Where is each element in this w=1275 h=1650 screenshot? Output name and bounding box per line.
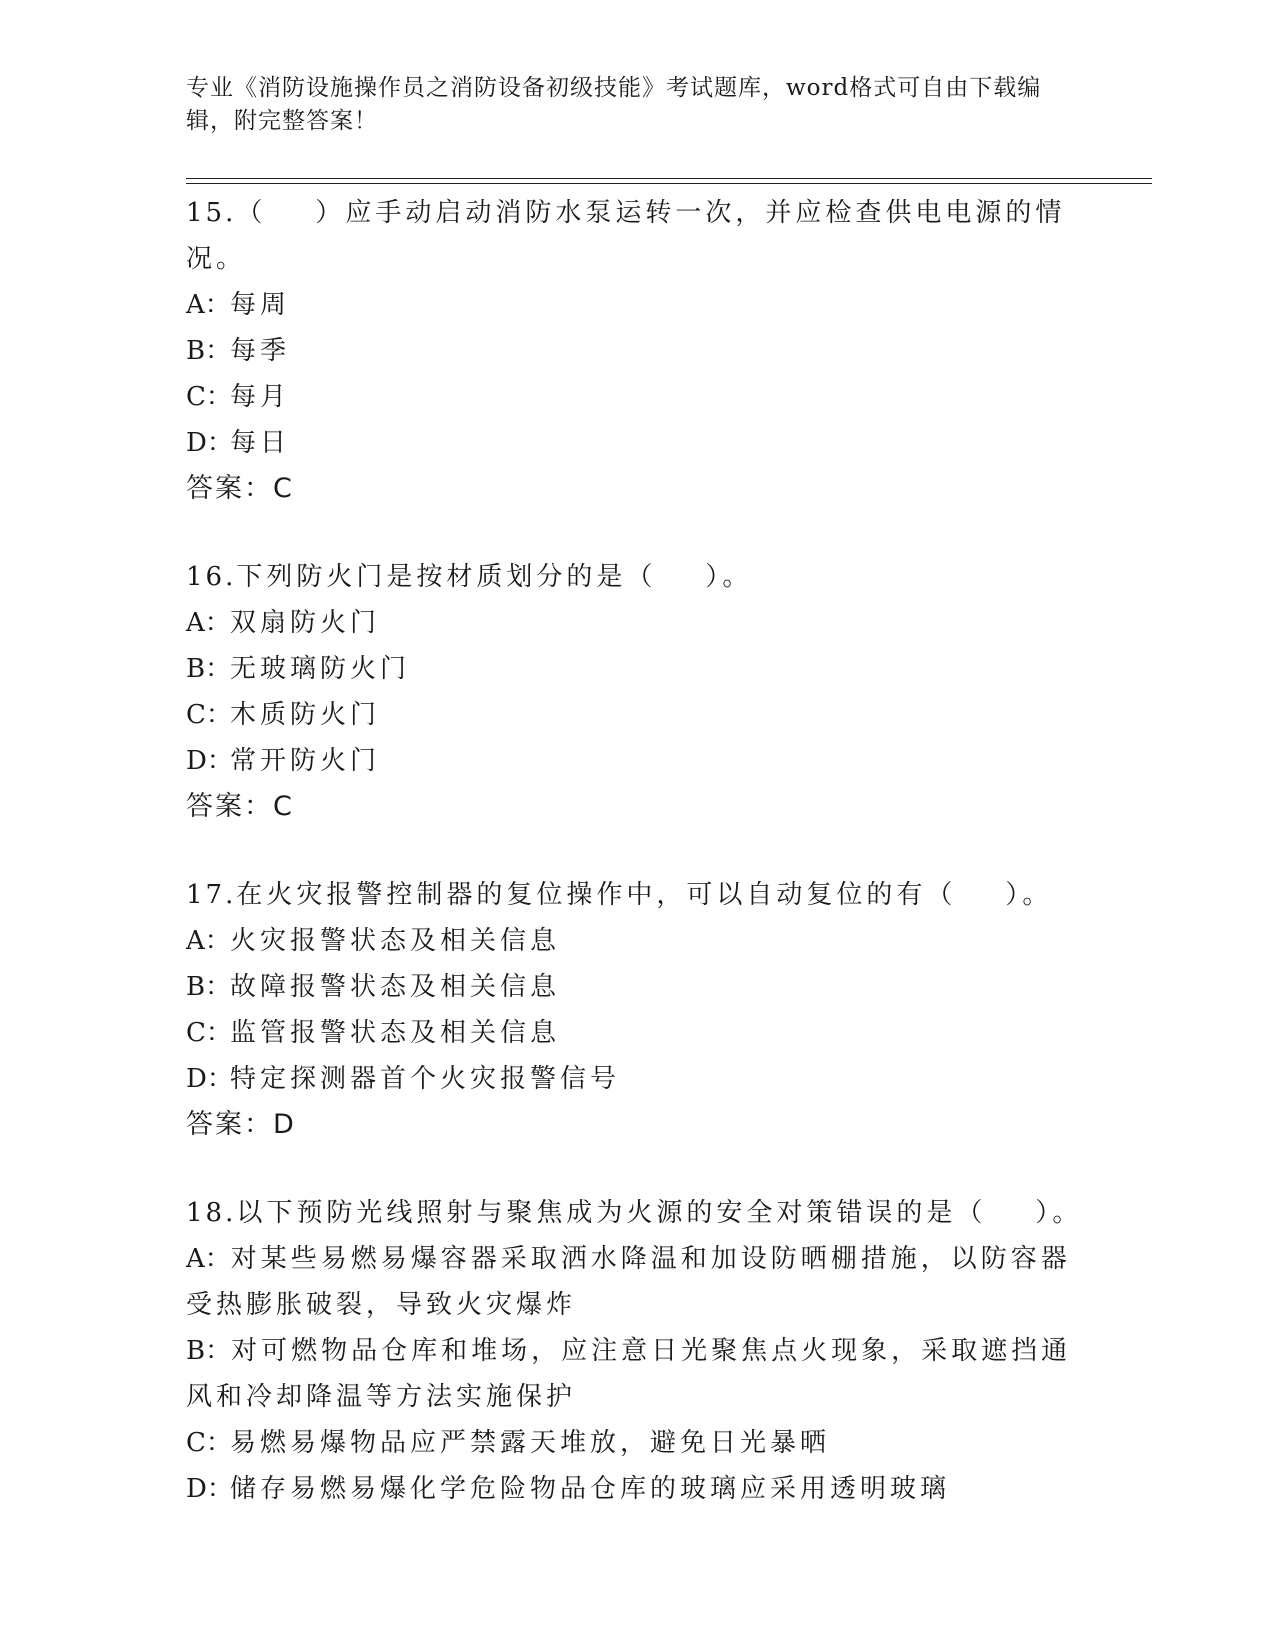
option-text: 每日 <box>230 428 291 458</box>
option-text: 每季 <box>230 336 291 366</box>
question-stem <box>186 190 1086 282</box>
option-key: B： <box>186 654 232 684</box>
question-stem <box>186 1190 1086 1236</box>
option-key: B： <box>186 972 232 1002</box>
document-header: 专业《消防设施操作员之消防设备初级技能》考试题库，word格式可自由下载编辑，附完整答案！ <box>186 75 1042 134</box>
question-15 <box>186 190 1086 512</box>
option-key: D： <box>186 1474 233 1504</box>
option-a <box>186 600 1086 646</box>
question-text: 下列防火门是按材质划分的是（ ）。 <box>236 562 753 592</box>
option-text: 每周 <box>230 290 291 320</box>
option-key: B： <box>186 336 232 366</box>
option-text: 故障报警状态及相关信息 <box>230 972 561 1002</box>
answer-line: 答案：C <box>186 791 294 822</box>
answer-line: 答案：C <box>186 473 294 504</box>
option-d <box>186 738 1086 784</box>
option-text: 储存易燃易爆化学危险物品仓库的玻璃应采用透明玻璃 <box>230 1474 951 1504</box>
option-b <box>186 328 1086 374</box>
option-d <box>186 1466 1086 1512</box>
option-text: 监管报警状态及相关信息 <box>230 1018 561 1048</box>
option-key: A： <box>186 290 231 320</box>
option-a <box>186 918 1086 964</box>
option-key: D： <box>186 428 233 458</box>
question-number: 16. <box>186 562 237 592</box>
question-spacer <box>186 830 1086 872</box>
question-spacer <box>186 512 1086 554</box>
option-text: 对可燃物品仓库和堆场，应注意日光聚焦点火现象，采取遮挡通风和冷却降温等方法实施保护 <box>186 1336 1072 1412</box>
option-key: A： <box>186 1244 231 1274</box>
option-text: 常开防火门 <box>230 746 381 776</box>
option-text: 火灾报警状态及相关信息 <box>230 926 561 956</box>
question-number: 15. <box>186 198 237 228</box>
header-divider-bottom <box>186 183 1152 184</box>
option-key: C： <box>186 1018 232 1048</box>
option-key: C： <box>186 382 232 412</box>
option-b <box>186 1328 1086 1420</box>
option-key: B： <box>186 1336 232 1366</box>
question-text: 在火灾报警控制器的复位操作中，可以自动复位的有（ ）。 <box>236 880 1053 910</box>
option-key: C： <box>186 1428 232 1458</box>
option-d <box>186 420 1086 466</box>
option-text: 每月 <box>230 382 291 412</box>
option-text: 双扇防火门 <box>230 608 381 638</box>
question-17 <box>186 872 1086 1148</box>
question-16 <box>186 554 1086 830</box>
option-text: 木质防火门 <box>230 700 381 730</box>
question-number: 17. <box>186 880 237 910</box>
option-b <box>186 646 1086 692</box>
option-c <box>186 1420 1086 1466</box>
option-a <box>186 1236 1086 1328</box>
option-key: C： <box>186 700 232 730</box>
option-b <box>186 964 1086 1010</box>
option-key: A： <box>186 926 231 956</box>
answer-line: 答案：D <box>186 1109 296 1140</box>
option-text: 特定探测器首个火灾报警信号 <box>230 1064 621 1094</box>
option-c <box>186 374 1086 420</box>
question-list <box>186 190 1086 1512</box>
option-text: 无玻璃防火门 <box>230 654 411 684</box>
question-number: 18. <box>186 1198 237 1228</box>
option-c <box>186 692 1086 738</box>
question-stem <box>186 554 1086 600</box>
question-stem <box>186 872 1086 918</box>
question-spacer <box>186 1148 1086 1190</box>
option-text: 易燃易爆物品应严禁露天堆放，避免日光暴晒 <box>230 1428 831 1458</box>
option-c <box>186 1010 1086 1056</box>
question-18 <box>186 1190 1086 1512</box>
question-text: （ ）应手动启动消防水泵运转一次，并应检查供电电源的情况。 <box>186 198 1066 274</box>
option-key: D： <box>186 1064 233 1094</box>
option-a <box>186 282 1086 328</box>
header-divider-top <box>186 178 1152 179</box>
option-d <box>186 1056 1086 1102</box>
option-key: A： <box>186 608 231 638</box>
question-text: 以下预防光线照射与聚焦成为火源的安全对策错误的是（ ）。 <box>236 1198 1083 1228</box>
option-key: D： <box>186 746 233 776</box>
option-text: 对某些易燃易爆容器采取洒水降温和加设防晒棚措施，以防容器受热膨胀破裂，导致火灾爆炸 <box>186 1244 1071 1320</box>
